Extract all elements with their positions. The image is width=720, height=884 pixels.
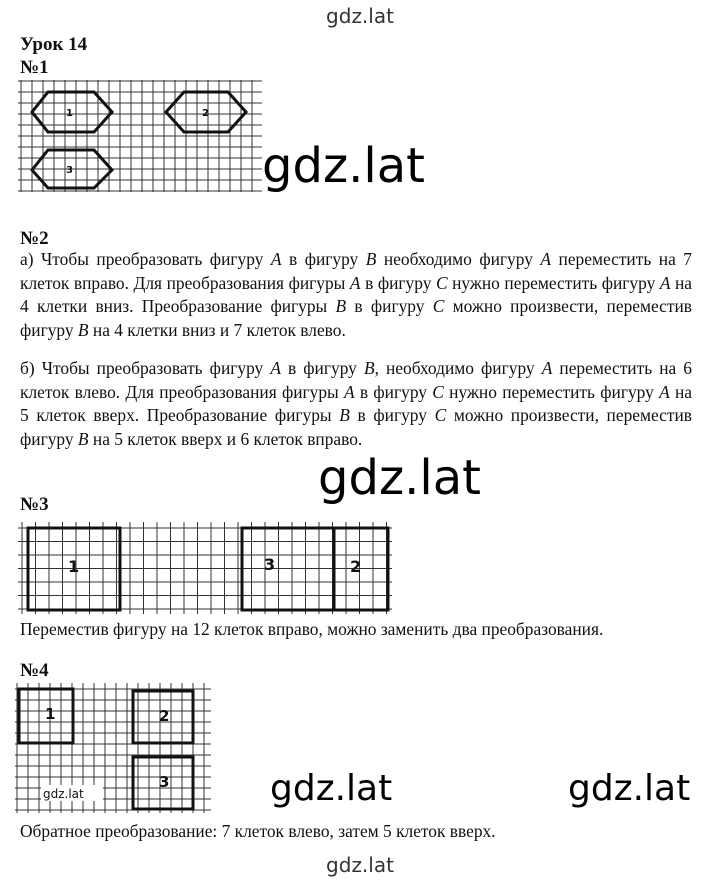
task3-heading: №3 [20, 494, 49, 515]
lesson-title: Урок 14 [20, 34, 88, 55]
hexagon-label-1: 1 [66, 108, 73, 119]
task2-part-b: б) Чтобы преобразовать фигуру A в фигуру B, необходимо фигуру A переместить на 6 клеток влево. Для преобразования фигуры A в фигуру C нужно переместить фигуру A на 5 клеток вверх. Преобразование фигуры B в фигуру C можно произвести, переместив фигуру B на 5 клеток вверх и 6 клеток вправо. [20, 358, 693, 449]
watermark-top: gdz.lat [326, 4, 394, 28]
watermark-medium-2: gdz.lat [568, 768, 691, 809]
task4-caption: Обратное преобразование: 7 клеток влево, затем 5 клеток вверх. [20, 821, 496, 841]
task4-heading: №4 [20, 660, 49, 681]
task3-caption: Переместив фигуру на 12 клеток вправо, можно заменить два преобразования. [20, 619, 604, 639]
square-label-2: 2 [350, 557, 362, 576]
watermark-medium-1: gdz.lat [270, 768, 393, 809]
watermark-large-1: gdz.lat [262, 138, 425, 194]
task3-grid-figure [18, 522, 398, 614]
square-label-3: 3 [264, 555, 276, 574]
task4-inner-watermark: gdz.lat [43, 787, 84, 801]
task2-part-a: а) Чтобы преобразовать фигуру A в фигуру B необходимо фигуру A переместить на 7 клеток вправо. Для преобразования фигуры A в фигуру C нужно переместить фигуру A на 4 клетки вниз. Преобразование фигуры B в фигуру C можно произвести, переместив фигуру B на 4 клетки вниз и 7 клеток влево. [20, 249, 693, 340]
square-label-1: 1 [45, 705, 56, 723]
square-label-2: 2 [159, 707, 170, 725]
square-label-1: 1 [68, 557, 80, 576]
watermark-large-2: gdz.lat [318, 450, 481, 506]
hexagon-label-3: 3 [66, 165, 73, 176]
task1-grid-figure [18, 80, 268, 195]
hexagon-label-2: 2 [202, 108, 209, 119]
task2-heading: №2 [20, 228, 49, 249]
task1-heading: №1 [20, 57, 49, 78]
square-label-3: 3 [159, 773, 170, 791]
watermark-bottom: gdz.lat [326, 853, 394, 877]
task4-grid-figure [15, 683, 215, 813]
